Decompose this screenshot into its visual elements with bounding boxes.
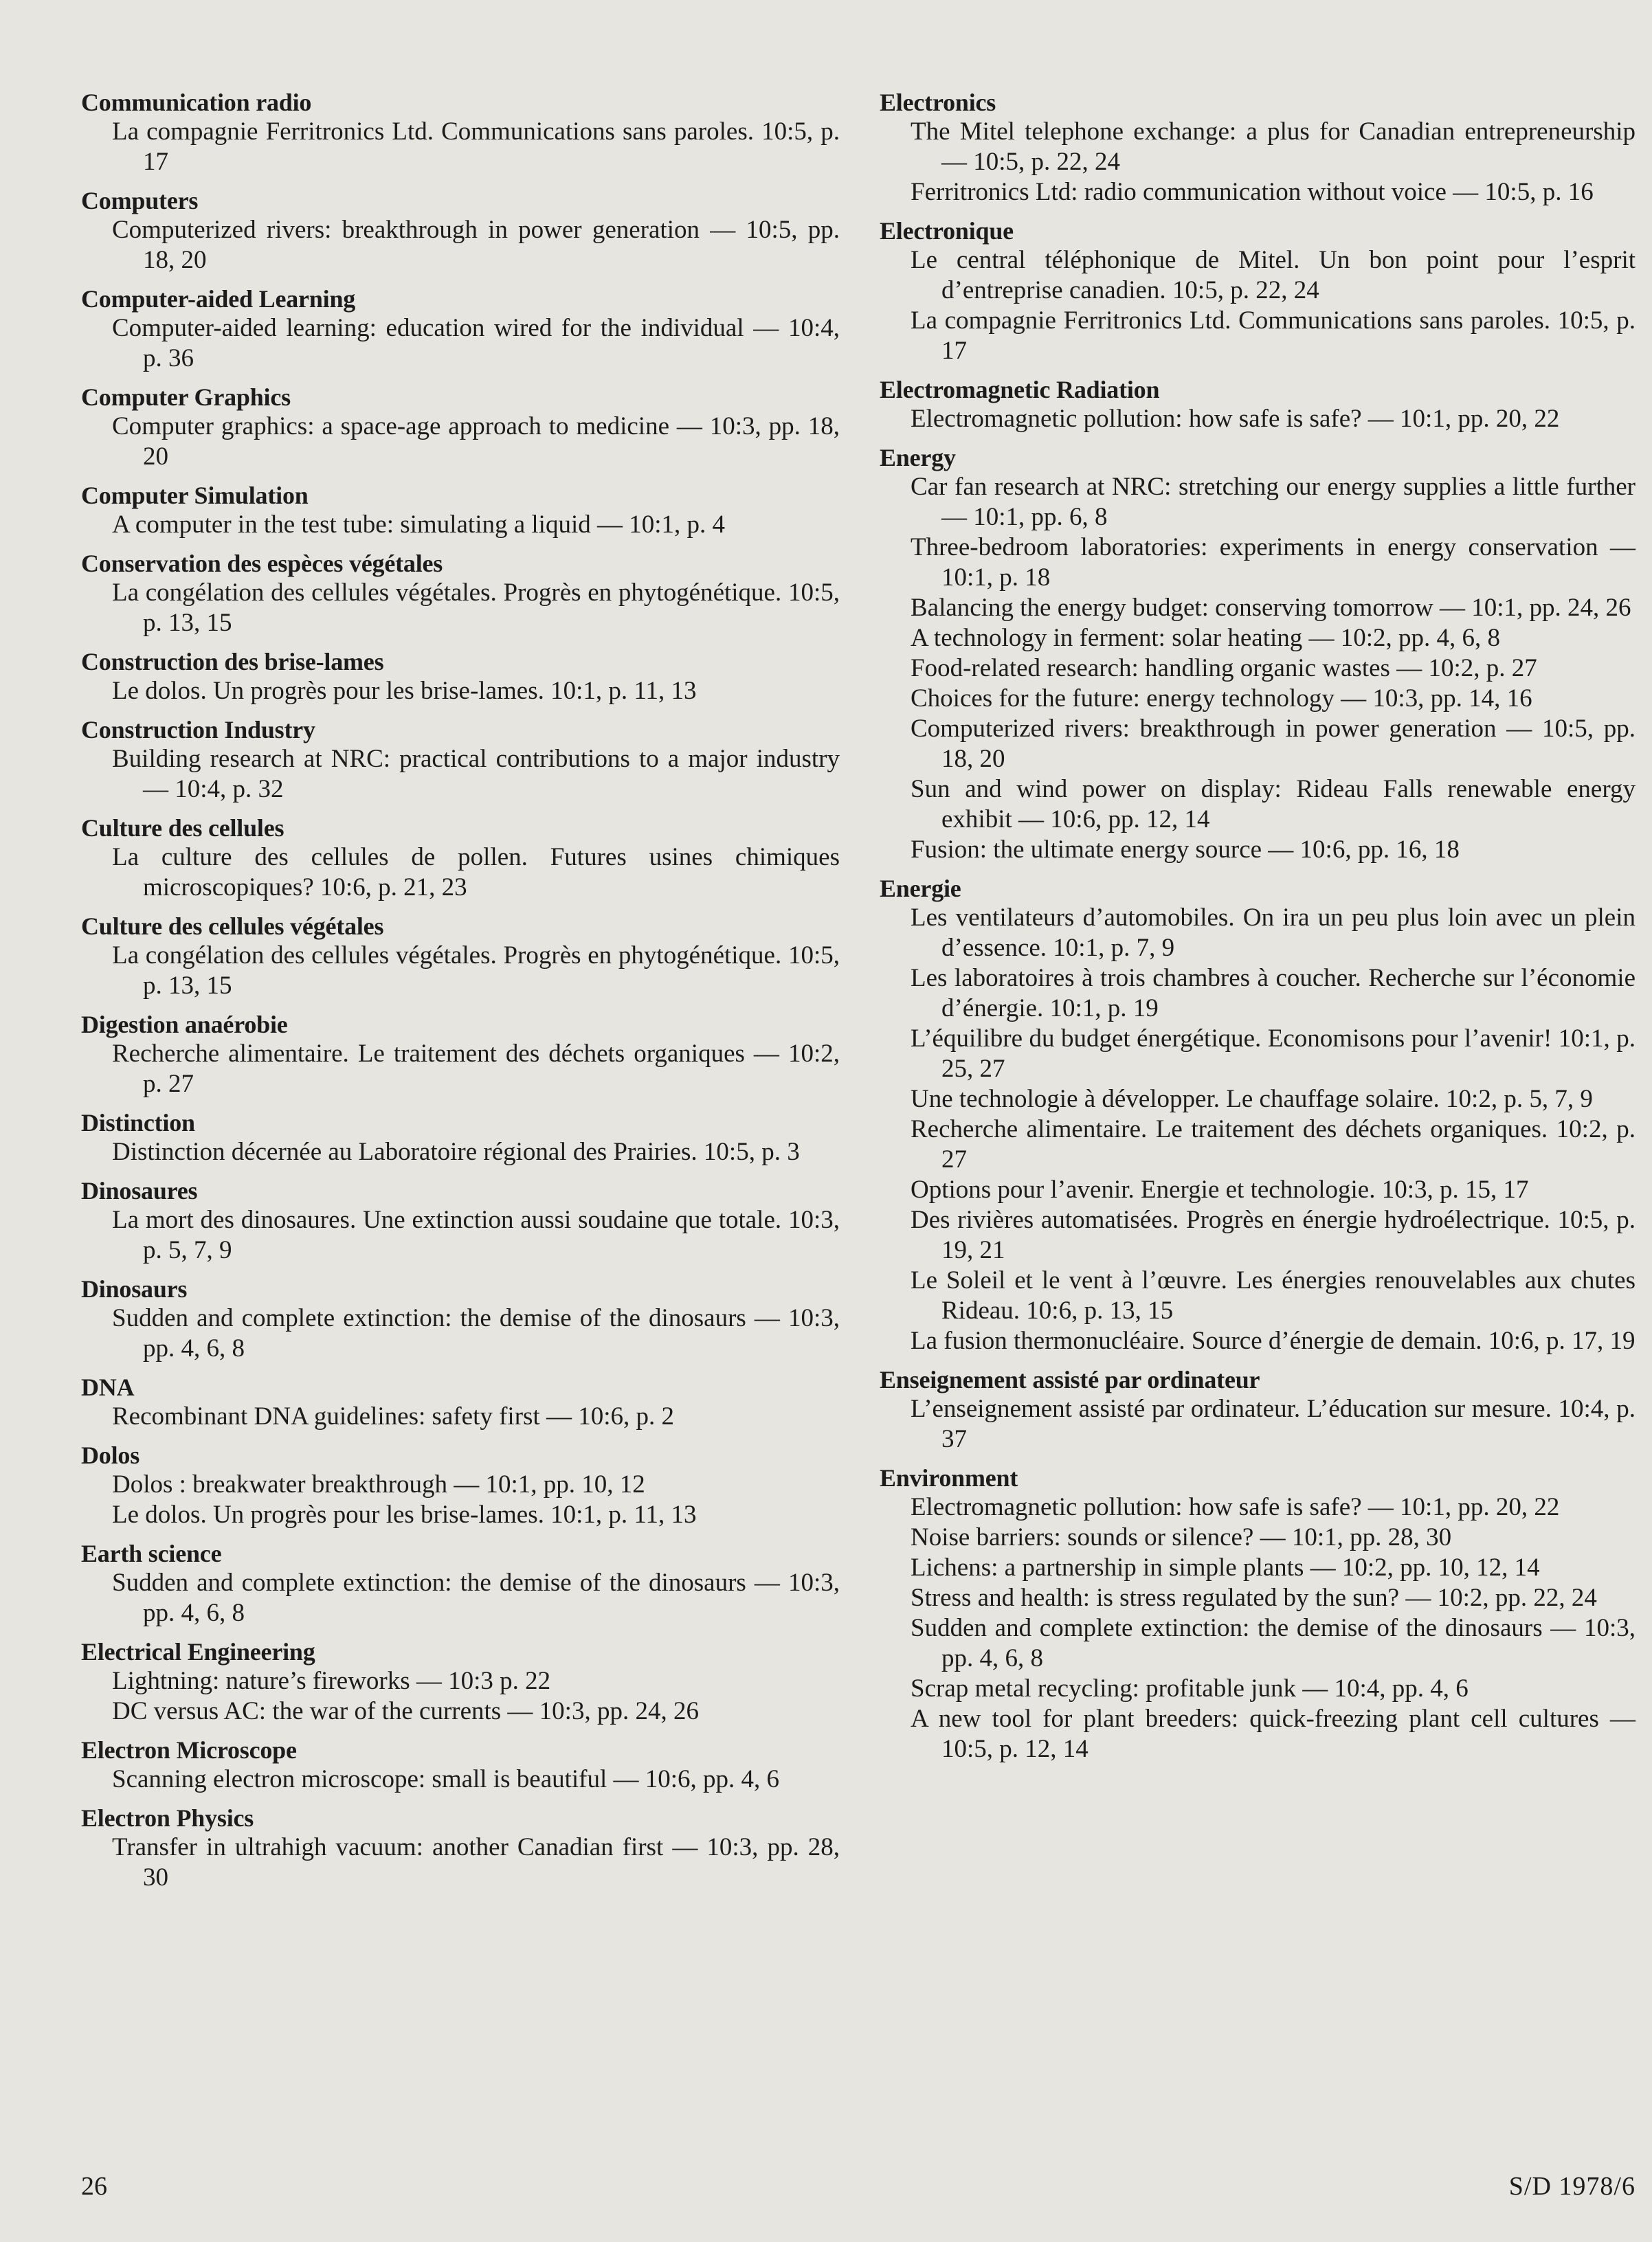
index-entry	[880, 88, 1636, 208]
index-reference: Computer graphics: a space-age approach to medicine — 10:3, pp. 18, 20	[112, 412, 840, 471]
index-entry	[81, 1108, 840, 1167]
index-heading: Culture des cellules	[81, 814, 284, 842]
index-entry	[81, 186, 840, 276]
index-reference: Three-bedroom laboratories: experiments in energy conservation — 10:1, p. 18	[911, 533, 1636, 592]
index-reference: Computerized rivers: breakthrough in power generation — 10:5, pp. 18, 20	[112, 216, 840, 274]
index-entry	[81, 1804, 840, 1893]
index-reference: La congélation des cellules végétales. Progrès en phytogénétique. 10:5, p. 13, 15	[112, 941, 840, 1000]
index-entry	[880, 1464, 1636, 1764]
index-entry	[81, 1736, 840, 1795]
index-reference: Sudden and complete extinction: the demise of the dinosaurs — 10:3, pp. 4, 6, 8	[112, 1304, 840, 1363]
index-heading: Electron Microscope	[81, 1736, 297, 1764]
issue-label: S/D 1978/6	[1508, 2172, 1636, 2201]
index-reference: Des rivières automatisées. Progrès en énergie hydroélectrique. 10:5, p. 19, 21	[911, 1206, 1636, 1264]
index-entry	[880, 216, 1636, 366]
index-heading: Energie	[880, 875, 961, 902]
index-heading: Earth science	[81, 1540, 222, 1567]
index-reference: Building research at NRC: practical contributions to a major industry — 10:4, p. 32	[112, 745, 840, 803]
index-heading: Computer Simulation	[81, 482, 309, 509]
index-entry	[81, 814, 840, 903]
index-reference: Le dolos. Un progrès pour les brise-lames. 10:1, p. 11, 13	[112, 1501, 697, 1529]
index-entry	[81, 88, 840, 177]
index-reference: Car fan research at NRC: stretching our energy supplies a little further — 10:1, pp. 6, 8	[911, 473, 1636, 531]
index-heading: Dinosaurs	[81, 1275, 188, 1303]
index-entry	[81, 549, 840, 638]
index-entry	[880, 874, 1636, 1356]
index-heading: Electron Physics	[81, 1804, 254, 1832]
index-heading: Electrical Engineering	[81, 1638, 315, 1666]
index-reference: Stress and health: is stress regulated by the sun? — 10:2, pp. 22, 24	[911, 1584, 1597, 1612]
index-reference: Computer-aided learning: education wired for the individual — 10:4, p. 36	[112, 314, 840, 372]
index-reference: Computerized rivers: breakthrough in power generation — 10:5, pp. 18, 20	[911, 715, 1636, 773]
index-reference: Fusion: the ultimate energy source — 10:6, pp. 16, 18	[911, 836, 1460, 864]
index-reference: La fusion thermonucléaire. Source d’énergie de demain. 10:6, p. 17, 19	[911, 1327, 1636, 1355]
index-reference: Le central téléphonique de Mitel. Un bon point pour l’esprit d’entreprise canadien. 10:5, p. 22, 24	[911, 246, 1636, 304]
index-reference: Electromagnetic pollution: how safe is safe? — 10:1, pp. 20, 22	[911, 1493, 1560, 1521]
index-reference: Transfer in ultrahigh vacuum: another Canadian first — 10:3, pp. 28, 30	[112, 1833, 840, 1892]
index-heading: Electronique	[880, 217, 1014, 245]
index-reference: Scanning electron microscope: small is beautiful — 10:6, pp. 4, 6	[112, 1765, 780, 1793]
index-entry	[81, 481, 840, 540]
index-reference: Les laboratoires à trois chambres à coucher. Recherche sur l’économie d’énergie. 10:1, p. 19	[911, 964, 1636, 1022]
index-heading: Energy	[880, 444, 956, 471]
index-reference: L’enseignement assisté par ordinateur. L’éducation sur mesure. 10:4, p. 37	[911, 1395, 1636, 1453]
index-heading: Distinction	[81, 1109, 195, 1136]
index-entry	[81, 1176, 840, 1266]
index-column-right	[880, 88, 1636, 1766]
index-column-left	[81, 88, 840, 1894]
index-entry	[81, 1539, 840, 1628]
index-entry	[880, 375, 1636, 434]
index-reference: Lichens: a partnership in simple plants — 10:2, pp. 10, 12, 14	[911, 1554, 1540, 1582]
index-entry	[81, 1373, 840, 1432]
index-entry	[81, 912, 840, 1001]
index-reference: La culture des cellules de pollen. Futures usines chimiques microscopiques? 10:6, p. 21, 23	[112, 843, 840, 901]
index-reference: Ferritronics Ltd: radio communication without voice — 10:5, p. 16	[911, 178, 1594, 206]
index-entry	[81, 284, 840, 374]
index-reference: Sudden and complete extinction: the demise of the dinosaurs — 10:3, pp. 4, 6, 8	[911, 1614, 1636, 1672]
index-reference: Le Soleil et le vent à l’œuvre. Les énergies renouvelables aux chutes Rideau. 10:6, p. 13, 15	[911, 1266, 1636, 1325]
index-heading: Electronics	[880, 89, 996, 116]
index-heading: DNA	[81, 1374, 135, 1401]
index-reference: La compagnie Ferritronics Ltd. Communications sans paroles. 10:5, p. 17	[112, 117, 840, 176]
index-entry	[880, 1365, 1636, 1455]
index-reference: A new tool for plant breeders: quick-freezing plant cell cultures — 10:5, p. 12, 14	[911, 1705, 1636, 1763]
index-reference: L’équilibre du budget énergétique. Economisons pour l’avenir! 10:1, p. 25, 27	[911, 1024, 1636, 1083]
index-heading: Computers	[81, 187, 199, 214]
index-reference: Sudden and complete extinction: the demise of the dinosaurs — 10:3, pp. 4, 6, 8	[112, 1569, 840, 1627]
index-reference: Les ventilateurs d’automobiles. On ira un peu plus loin avec un plein d’essence. 10:1, p. 7, 9	[911, 904, 1636, 962]
index-reference: Choices for the future: energy technology — 10:3, pp. 14, 16	[911, 684, 1532, 713]
index-reference: Balancing the energy budget: conserving tomorrow — 10:1, pp. 24, 26	[911, 594, 1631, 622]
index-reference: Recherche alimentaire. Le traitement des déchets organiques — 10:2, p. 27	[112, 1040, 840, 1098]
index-reference: Dolos : breakwater breakthrough — 10:1, pp. 10, 12	[112, 1470, 645, 1499]
index-reference: Le dolos. Un progrès pour les brise-lames. 10:1, p. 11, 13	[112, 677, 697, 705]
index-heading: Environment	[880, 1464, 1018, 1492]
index-entry	[81, 715, 840, 805]
index-reference: La mort des dinosaures. Une extinction aussi soudaine que totale. 10:3, p. 5, 7, 9	[112, 1206, 840, 1264]
index-reference: Options pour l’avenir. Energie et technologie. 10:3, p. 15, 17	[911, 1176, 1529, 1204]
index-entry	[81, 1010, 840, 1099]
index-reference: La congélation des cellules végétales. Progrès en phytogénétique. 10:5, p. 13, 15	[112, 579, 840, 637]
index-heading: Construction des brise-lames	[81, 648, 384, 675]
index-reference: A computer in the test tube: simulating a liquid — 10:1, p. 4	[112, 511, 726, 539]
index-reference: Lightning: nature’s fireworks — 10:3 p. 22	[112, 1667, 551, 1695]
index-reference: Une technologie à développer. Le chauffage solaire. 10:2, p. 5, 7, 9	[911, 1085, 1593, 1113]
index-reference: Sun and wind power on display: Rideau Falls renewable energy exhibit — 10:6, pp. 12, 14	[911, 775, 1636, 833]
index-heading: Computer-aided Learning	[81, 285, 356, 313]
index-heading: Culture des cellules végétales	[81, 912, 384, 940]
index-reference: Noise barriers: sounds or silence? — 10:1, pp. 28, 30	[911, 1523, 1452, 1551]
index-reference: Recherche alimentaire. Le traitement des déchets organiques. 10:2, p. 27	[911, 1115, 1636, 1174]
index-reference: Electromagnetic pollution: how safe is safe? — 10:1, pp. 20, 22	[911, 405, 1560, 433]
index-reference: Distinction décernée au Laboratoire régional des Prairies. 10:5, p. 3	[112, 1138, 800, 1166]
index-heading: Computer Graphics	[81, 383, 291, 411]
index-heading: Construction Industry	[81, 716, 315, 743]
index-heading: Dolos	[81, 1442, 140, 1469]
index-heading: Dinosaures	[81, 1177, 198, 1204]
index-reference: Scrap metal recycling: profitable junk — 10:4, pp. 4, 6	[911, 1674, 1469, 1703]
index-reference: A technology in ferment: solar heating — 10:2, pp. 4, 6, 8	[911, 624, 1501, 652]
index-entry	[81, 647, 840, 706]
index-entry	[81, 383, 840, 472]
index-reference: The Mitel telephone exchange: a plus for Canadian entrepreneurship — 10:5, p. 22, 24	[911, 117, 1636, 176]
index-heading: Enseignement assisté par ordinateur	[880, 1366, 1260, 1393]
index-reference: Food-related research: handling organic wastes — 10:2, p. 27	[911, 654, 1537, 682]
index-entry	[81, 1275, 840, 1364]
index-heading: Conservation des espèces végétales	[81, 550, 443, 577]
index-reference: DC versus AC: the war of the currents — 10:3, pp. 24, 26	[112, 1697, 699, 1725]
index-entry	[880, 443, 1636, 865]
index-reference: La compagnie Ferritronics Ltd. Communications sans paroles. 10:5, p. 17	[911, 306, 1636, 365]
index-heading: Digestion anaérobie	[81, 1011, 288, 1038]
index-heading: Electromagnetic Radiation	[880, 376, 1160, 403]
index-entry	[81, 1441, 840, 1530]
index-heading: Communication radio	[81, 89, 312, 116]
page-number: 26	[81, 2172, 107, 2201]
index-entry	[81, 1637, 840, 1727]
index-reference: Recombinant DNA guidelines: safety first — 10:6, p. 2	[112, 1402, 674, 1431]
